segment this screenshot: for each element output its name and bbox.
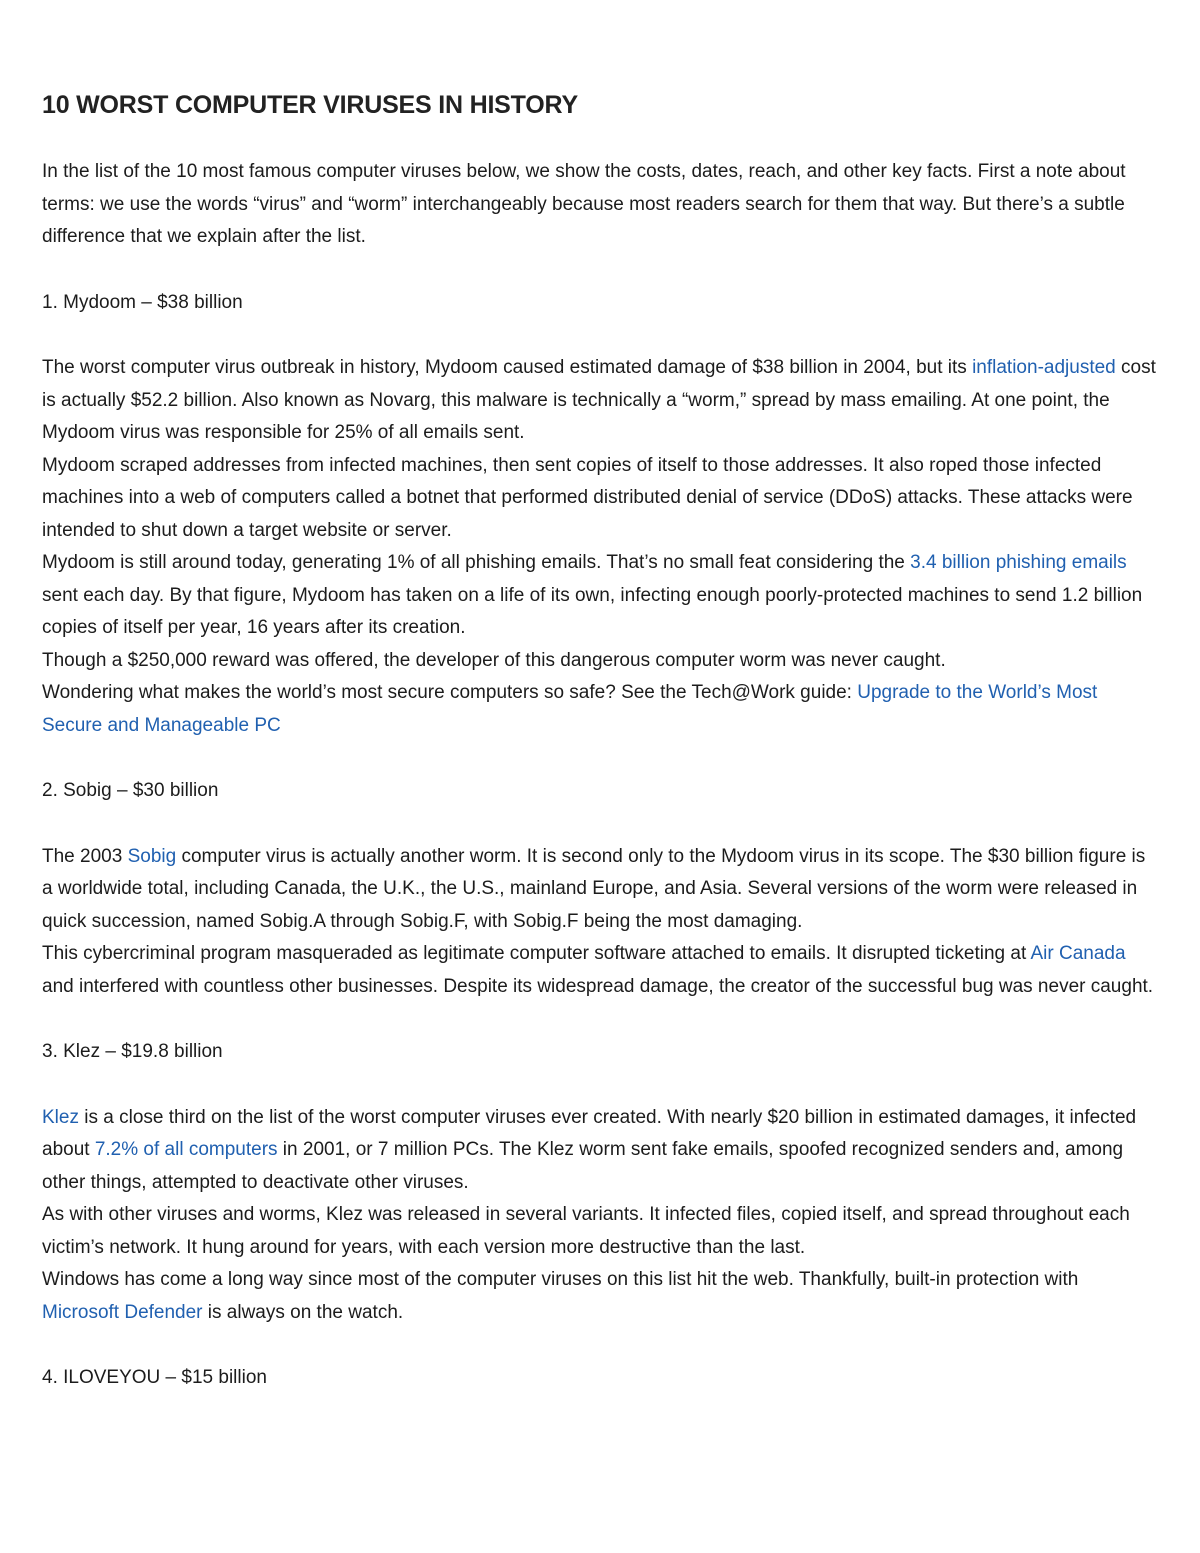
text-run: Mydoom is still around today, generating 1% of all phishing emails. That’s no small feat considering the: [42, 552, 911, 573]
section-heading: 1. Mydoom – $38 billion: [42, 291, 243, 313]
intro-paragraph: In the list of the 10 most famous computer viruses below, we show the costs, dates, reach, and other key facts. First a note about terms: we use the words “virus” and “worm” interchangeably because most readers search for them that way. But there’s a subtle difference that we explain after the list.: [42, 161, 1126, 247]
section-body: [42, 352, 1160, 742]
body-paragraph: [42, 677, 1160, 742]
inline-link[interactable]: inflation-adjusted: [972, 357, 1116, 378]
body-paragraph: [42, 841, 1160, 939]
inline-link[interactable]: 7.2% of all computers: [94, 1139, 278, 1160]
body-paragraph: [42, 352, 1160, 450]
text-run: is a close third on the list of the worst computer viruses ever created. With nearly $20 billion in estimated damages, it infected about: [42, 1106, 1137, 1160]
inline-link[interactable]: Sobig: [127, 845, 177, 867]
body-paragraph: [42, 450, 1160, 548]
text-run: is always on the watch.: [202, 1301, 404, 1323]
text-run: Though a $250,000 reward was offered, the developer of this dangerous computer worm was never caught.: [42, 649, 946, 671]
text-run: The 2003: [42, 845, 128, 867]
inline-link[interactable]: Klez: [42, 1106, 79, 1128]
inline-link[interactable]: 3.4 billion phishing emails: [910, 552, 1127, 573]
page-title: 10 WORST COMPUTER VIRUSES IN HISTORY: [42, 91, 578, 119]
section-heading: 4. ILOVEYOU – $15 billion: [42, 1367, 267, 1388]
document-page: [42, 88, 1160, 1395]
body-paragraph: [42, 645, 1160, 678]
section-heading: 3. Klez – $19.8 billion: [42, 1041, 223, 1062]
inline-link[interactable]: Microsoft Defender: [42, 1301, 203, 1323]
text-run: in 2001, or 7 million PCs. The Klez worm sent fake emails, spoofed recognized senders and, among other things, attempted to deactivate other viruses.: [42, 1139, 1124, 1193]
body-paragraph: [42, 547, 1160, 645]
text-run: As with other viruses and worms, Klez was released in several variants. It infected files, copied itself, and spread throughout each victim’s network. It hung around for years, with each version more destructive than the last.: [42, 1204, 1130, 1258]
text-run: sent each day. By that figure, Mydoom has taken on a life of its own, infecting enough poorly-protected machines to send 1.2 billion copies of itself per year, 16 years after its creation.: [42, 584, 1143, 638]
text-run: computer virus is actually another worm. It is second only to the Mydoom virus in its scope. The $30 billion figure is a worldwide total, including Canada, the U.K., the U.S., mainland Europe, and Asia. Several versions of the worm were released in quick succession, named Sobig.A through Sobig.F, with Sobig.F being the most damaging.: [42, 845, 1146, 932]
body-paragraph: [42, 1264, 1160, 1329]
text-run: Mydoom scraped addresses from infected machines, then sent copies of itself to those addresses. It also roped those infected machines into a web of computers called a botnet that performed distributed denial of service (DDoS) attacks. These attacks were intended to shut down a target website or server.: [42, 454, 1133, 541]
section-heading: 2. Sobig – $30 billion: [42, 780, 219, 801]
inline-link[interactable]: Upgrade to the World’s Most Secure and Manageable PC: [42, 682, 1098, 736]
article-sections: [42, 287, 1160, 1395]
section-body: [42, 841, 1160, 1004]
body-paragraph: [42, 1102, 1160, 1200]
text-run: This cybercriminal program masqueraded as legitimate computer software attached to emails. It disrupted ticketing at: [42, 943, 1031, 964]
text-run: Wondering what makes the world’s most secure computers so safe? See the Tech@Work guide:: [42, 682, 858, 703]
section-body: [42, 1102, 1160, 1330]
text-run: The worst computer virus outbreak in history, Mydoom caused estimated damage of $38 billion in 2004, but its: [42, 357, 973, 378]
text-run: Windows has come a long way since most of the computer viruses on this list hit the web. Thankfully, built-in protection with: [42, 1269, 1079, 1290]
body-paragraph: [42, 938, 1160, 1003]
body-paragraph: [42, 1199, 1160, 1264]
text-run: cost is actually $52.2 billion. Also known as Novarg, this malware is technically a “worm,” spread by mass emailing. At one point, the Mydoom virus was responsible for 25% of all emails sent.: [42, 357, 1156, 443]
text-run: and interfered with countless other businesses. Despite its widespread damage, the creator of the successful bug was never caught.: [42, 975, 1154, 997]
inline-link[interactable]: Air Canada: [1030, 943, 1126, 964]
